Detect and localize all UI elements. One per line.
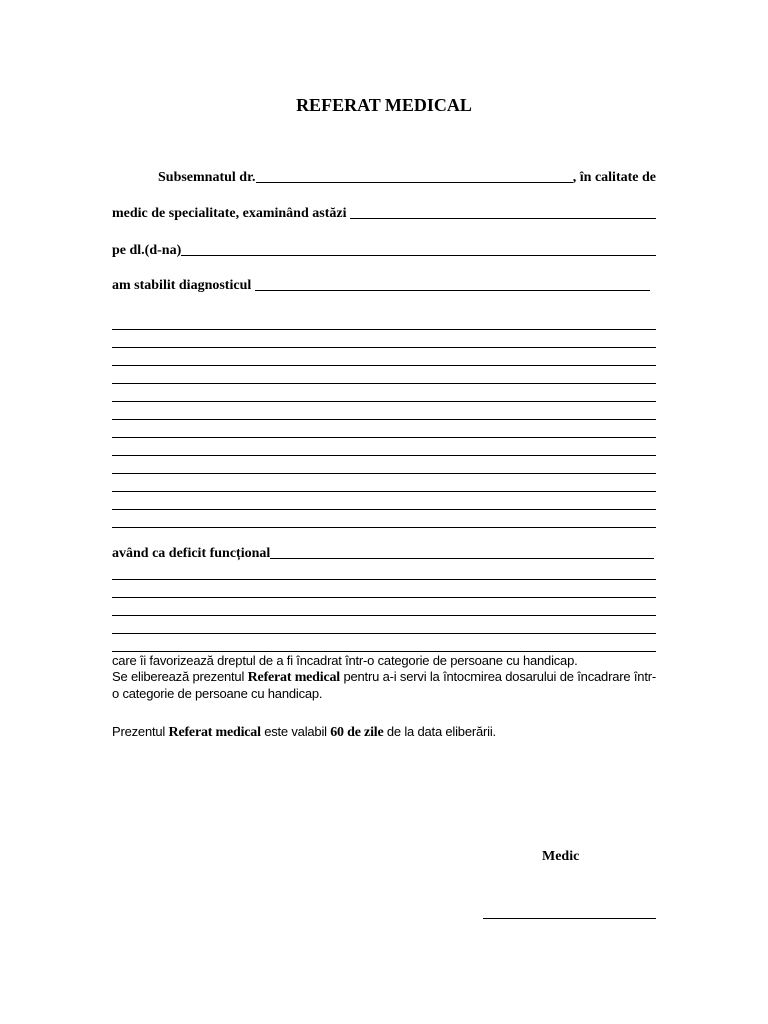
- diagnosis-blank-line[interactable]: [112, 455, 656, 456]
- deficit-blank[interactable]: [270, 557, 654, 559]
- diagnosis-blank-line[interactable]: [112, 491, 656, 492]
- diagnosis-blank[interactable]: [255, 289, 650, 291]
- exam-date-blank[interactable]: [350, 217, 656, 219]
- doctor-name-blank[interactable]: [256, 181, 573, 183]
- diagnosis-blank-line[interactable]: [112, 365, 656, 366]
- deficit-blank-line[interactable]: [112, 579, 656, 580]
- diagnosis-blank-line[interactable]: [112, 473, 656, 474]
- deficit-label: având ca deficit funcțional: [112, 546, 271, 561]
- doctor-name-line: [112, 170, 656, 186]
- patient-line: [112, 243, 656, 259]
- diagnosis-blank-line[interactable]: [112, 383, 656, 384]
- diagnosis-blank-line[interactable]: [112, 419, 656, 420]
- entitlement-text: care îi favorizează dreptul de a fi încadrat într-o categorie de persoane cu handicap.: [112, 653, 578, 668]
- deficit-blank-line[interactable]: [112, 597, 656, 598]
- deficit-blank-line[interactable]: [112, 633, 656, 634]
- diagnosis-blank-line[interactable]: [112, 509, 656, 510]
- diagnosis-blank-line[interactable]: [112, 347, 656, 348]
- validity-paragraph: Prezentul Referat medical este valabil 60 de zile de la data eliberării.: [112, 724, 496, 740]
- signature-label: Medic: [542, 849, 580, 864]
- diagnosis-label: am stabilit diagnosticul: [112, 278, 252, 293]
- specialist-line: [112, 206, 656, 222]
- diagnosis-line: [112, 278, 650, 294]
- diagnosis-blank-line[interactable]: [112, 437, 656, 438]
- deficit-line: [112, 546, 654, 562]
- deficit-blank-line[interactable]: [112, 615, 656, 616]
- diagnosis-blank-line[interactable]: [112, 527, 656, 528]
- diagnosis-blank-line[interactable]: [112, 401, 656, 402]
- specialist-label: medic de specialitate, examinând astăzi: [112, 206, 347, 221]
- issuance-text: Se eliberează prezentul Referat medical pentru a-i servi la întocmirea dosarului de încadrare într-o categorie de persoane cu handicap.: [112, 669, 656, 701]
- patient-name-blank[interactable]: [181, 254, 656, 256]
- patient-label: pe dl.(d-na): [112, 243, 182, 258]
- deficit-blank-line[interactable]: [112, 651, 656, 652]
- signature-line[interactable]: [483, 918, 656, 919]
- document-title: REFERAT MEDICAL: [296, 95, 472, 115]
- doctor-suffix: , în calitate de: [572, 170, 656, 185]
- doctor-prefix: Subsemnatul dr.: [158, 170, 256, 185]
- body-paragraph: [112, 653, 656, 702]
- diagnosis-blank-line[interactable]: [112, 329, 656, 330]
